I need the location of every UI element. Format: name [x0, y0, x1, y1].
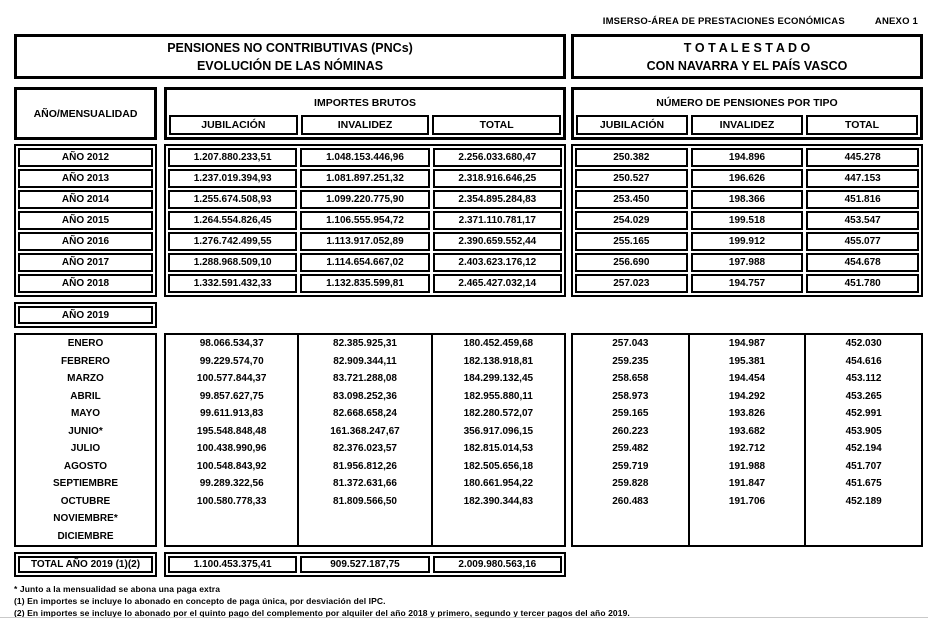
annex-label: ANEXO 1 [874, 16, 918, 27]
year-row-label: AÑO 2013 [18, 169, 153, 188]
month-label: DICIEMBRE [57, 530, 114, 542]
importes-cell: 1.288.968.509,10 [168, 253, 297, 272]
importes-value [166, 528, 297, 546]
pensiones-cell: 250.527 [575, 169, 688, 188]
importes-value [299, 528, 430, 546]
pensiones-cell: 453.547 [806, 211, 919, 230]
pensiones-value [573, 528, 688, 546]
importes-cell: 2.371.110.781,17 [433, 211, 562, 230]
year-row-label: AÑO 2017 [18, 253, 153, 272]
pensiones-cell: 447.153 [806, 169, 919, 188]
month-importes-columns [166, 335, 564, 545]
year-importes-row [168, 190, 562, 209]
left-title-line2: EVOLUCIÓN DE LAS NÓMINAS [196, 58, 384, 73]
importes-cell: 2.318.916.646,25 [433, 169, 562, 188]
importes-value: 83.721.288,08 [333, 373, 397, 385]
importes-header-group [164, 87, 566, 140]
year-importes-row [168, 253, 562, 272]
pensiones-value: 453.112 [845, 373, 882, 385]
month-labels-box [14, 333, 157, 547]
year-pensiones-row [575, 169, 919, 188]
year-labels-stack [14, 144, 157, 297]
pensiones-cell: 199.518 [691, 211, 804, 230]
month-label: OCTUBRE [60, 495, 111, 507]
month-label: AGOSTO [63, 460, 108, 472]
pensiones-value: 451.675 [845, 478, 882, 490]
pensiones-value [806, 510, 921, 528]
pensiones-value: 452.991 [845, 408, 882, 420]
importes-cell: 1.255.674.508,93 [168, 190, 297, 209]
year-importes-row [168, 169, 562, 188]
total-row-label: TOTAL AÑO 2019 (1)(2) [18, 556, 153, 573]
importes-value: 182.955.880,11 [463, 390, 533, 402]
total-band [14, 552, 928, 577]
month-label: ABRIL [70, 390, 101, 402]
importes-cell: 1.237.019.394,93 [168, 169, 297, 188]
importes-value: 100.577.844,37 [196, 373, 267, 385]
pensiones-value: 453.905 [845, 425, 882, 437]
pensiones-value: 259.482 [612, 443, 649, 455]
pensiones-value: 194.987 [728, 338, 766, 350]
column-header-jubilacion: JUBILACIÓN [169, 115, 298, 135]
year-pensiones-row [575, 253, 919, 272]
year-pensiones-row [575, 190, 919, 209]
column-header-total: TOTAL [432, 115, 561, 135]
total-data-frame [164, 552, 566, 577]
year-pensiones-row [575, 211, 919, 230]
importes-column [166, 335, 297, 545]
right-title-line2: CON NAVARRA Y EL PAÍS VASCO [646, 58, 848, 73]
importes-value: 83.098.252,36 [333, 390, 397, 402]
pensiones-cell: 454.678 [806, 253, 919, 272]
year-importes-stack [164, 144, 566, 297]
pensiones-value: 191.706 [728, 495, 766, 507]
footnotes [14, 583, 928, 619]
month-rows-band [14, 333, 928, 547]
total-data-row [168, 556, 562, 573]
year-importes-row [168, 211, 562, 230]
importes-value: 99.611.913,83 [199, 408, 264, 420]
month-label: MARZO [67, 373, 104, 385]
importes-value: 180.661.954,22 [463, 478, 534, 490]
importes-value: 82.385.925,31 [333, 338, 397, 350]
importes-value [166, 510, 297, 528]
importes-value: 99.229.574,70 [199, 355, 264, 367]
pensiones-column [573, 335, 688, 545]
agency-label: IMSERSO-ÁREA DE PRESTACIONES ECONÓMICAS [602, 16, 845, 27]
month-label: NOVIEMBRE* [53, 513, 118, 525]
year-pensiones-row [575, 148, 919, 167]
pensiones-cell: 256.690 [575, 253, 688, 272]
importes-value: 81.372.631,66 [333, 478, 397, 490]
year-2019-band [14, 302, 928, 328]
importes-value: 81.809.566,50 [333, 495, 397, 507]
pensiones-cell: 196.626 [691, 169, 804, 188]
right-title-line1: T O T A L E S T A D O [683, 40, 811, 55]
importes-value: 100.580.778,33 [196, 495, 267, 507]
importes-cell: 1.132.835.599,81 [300, 274, 429, 293]
importes-value: 180.452.459,68 [463, 338, 534, 350]
footnote-asterisk: * Junto a la mensualidad se abona una paga extra [14, 584, 221, 594]
pensiones-column [688, 335, 805, 545]
pensiones-cell: 194.896 [691, 148, 804, 167]
importes-value: 82.668.658,24 [333, 408, 397, 420]
document-header [603, 16, 918, 27]
importes-cell: 2.403.623.176,12 [433, 253, 562, 272]
year-2019-frame [14, 302, 157, 328]
pensiones-cell: 197.988 [691, 253, 804, 272]
year-importes-row [168, 232, 562, 251]
importes-cell: 1.106.555.954,72 [300, 211, 429, 230]
importes-cell: 1.264.554.826,45 [168, 211, 297, 230]
left-title-line1: PENSIONES NO CONTRIBUTIVAS (PNCs) [167, 40, 413, 55]
importes-value: 82.376.023,57 [333, 443, 397, 455]
pensiones-value: 451.707 [845, 460, 882, 472]
pensiones-cell: 194.757 [691, 274, 804, 293]
importes-cell: 1.081.897.251,32 [300, 169, 429, 188]
pensiones-cell: 253.450 [575, 190, 688, 209]
importes-value: 356.917.096,15 [463, 425, 534, 437]
pensiones-value: 194.454 [728, 373, 766, 385]
importes-column [431, 335, 564, 545]
importes-value: 182.815.014,53 [463, 443, 534, 455]
column-header-jubilacion: JUBILACIÓN [576, 115, 688, 135]
pensiones-value: 452.194 [845, 443, 882, 455]
month-label: JULIO [70, 443, 101, 455]
importes-subheaders [167, 115, 563, 137]
pensiones-group-title: NÚMERO DE PENSIONES POR TIPO [656, 96, 838, 109]
importes-value: 195.548.848,48 [196, 425, 267, 437]
year-pensiones-row [575, 232, 919, 251]
importes-cell: 2.465.427.032,14 [433, 274, 562, 293]
pensiones-value: 192.712 [728, 443, 766, 455]
column-header-total: TOTAL [806, 115, 918, 135]
importes-value: 100.438.990,96 [196, 443, 267, 455]
pensiones-value: 258.658 [612, 373, 649, 385]
pensiones-value: 260.483 [612, 495, 649, 507]
footnote-1: (1) En importes se incluye lo abonado en concepto de paga única, por desviación del IPC. [14, 596, 386, 606]
importes-cell: 1.207.880.233,51 [168, 148, 297, 167]
pensiones-value [573, 510, 688, 528]
year-pensiones-stack [571, 144, 923, 297]
pensiones-cell: 199.912 [691, 232, 804, 251]
pensiones-value: 193.682 [728, 425, 766, 437]
total-invalidez-value: 909.527.187,75 [300, 556, 429, 573]
pensiones-value: 452.189 [845, 495, 882, 507]
pensiones-value: 195.381 [728, 355, 766, 367]
importes-cell: 1.099.220.775,90 [300, 190, 429, 209]
importes-value [433, 528, 564, 546]
pensiones-column [804, 335, 921, 545]
pensiones-value: 257.043 [612, 338, 649, 350]
pensiones-value: 259.828 [612, 478, 649, 490]
pensiones-value: 194.292 [728, 390, 766, 402]
month-pensiones-columns [573, 335, 921, 545]
column-header-band [14, 87, 928, 140]
year-row-label: AÑO 2014 [18, 190, 153, 209]
importes-value: 98.066.534,37 [199, 338, 264, 350]
importes-value: 99.289.322,56 [199, 478, 264, 490]
importes-cell: 1.114.654.667,02 [300, 253, 429, 272]
pensiones-value: 260.223 [612, 425, 649, 437]
year-row-label: AÑO 2015 [18, 211, 153, 230]
axis-header: AÑO/MENSUALIDAD [14, 87, 157, 140]
pensiones-value: 453.265 [845, 390, 882, 402]
year-row-label: AÑO 2016 [18, 232, 153, 251]
importes-value: 184.299.132,45 [463, 373, 534, 385]
pensiones-cell: 250.382 [575, 148, 688, 167]
month-pensiones-box [571, 333, 923, 547]
pensiones-subheaders [574, 115, 920, 137]
importes-value: 182.390.344,83 [463, 495, 534, 507]
month-importes-box [164, 333, 566, 547]
pensiones-value [690, 510, 805, 528]
pensiones-cell: 255.165 [575, 232, 688, 251]
year-row-label: AÑO 2012 [18, 148, 153, 167]
importes-value [299, 510, 430, 528]
importes-cell: 1.113.917.052,89 [300, 232, 429, 251]
pensiones-value: 259.235 [612, 355, 649, 367]
importes-value: 182.138.918,81 [463, 355, 534, 367]
year-pensiones-row [575, 274, 919, 293]
importes-cell: 2.354.895.284,83 [433, 190, 562, 209]
importes-value: 99.857.627,75 [199, 390, 264, 402]
pensiones-value [806, 528, 921, 546]
pensiones-cell: 257.023 [575, 274, 688, 293]
footnote-2: (2) En importes se incluye lo abonado por el quinto pago del complemento por alquiler del año 2018 y primero, segundo y tercer pagos del año 2019. [14, 608, 630, 618]
total-jubilacion-value: 1.100.453.375,41 [168, 556, 297, 573]
year-importes-row [168, 148, 562, 167]
pensiones-value: 454.616 [845, 355, 882, 367]
importes-value: 81.956.812,26 [333, 460, 397, 472]
importes-value: 82.909.344,11 [333, 355, 397, 367]
importes-cell: 1.276.742.499,55 [168, 232, 297, 251]
pensiones-cell: 451.780 [806, 274, 919, 293]
total-total-value: 2.009.980.563,16 [433, 556, 562, 573]
left-table-title [14, 34, 566, 79]
pensiones-header-group [571, 87, 923, 140]
pensiones-cell: 445.278 [806, 148, 919, 167]
pensiones-value: 259.165 [612, 408, 649, 420]
year-row-label: AÑO 2018 [18, 274, 153, 293]
pensiones-value: 191.988 [728, 460, 766, 472]
column-header-invalidez: INVALIDEZ [301, 115, 430, 135]
year-2019-label: AÑO 2019 [18, 306, 153, 324]
pensiones-value: 193.826 [728, 408, 766, 420]
month-label: FEBRERO [61, 355, 110, 367]
importes-group-title: IMPORTES BRUTOS [314, 96, 416, 109]
importes-value [433, 510, 564, 528]
month-label: JUNIO* [68, 425, 103, 437]
importes-value: 182.505.656,18 [463, 460, 534, 472]
pensiones-cell: 254.029 [575, 211, 688, 230]
importes-value: 100.548.843,92 [196, 460, 267, 472]
year-importes-row [168, 274, 562, 293]
pensiones-cell: 451.816 [806, 190, 919, 209]
pensiones-value: 258.973 [612, 390, 649, 402]
column-header-invalidez: INVALIDEZ [691, 115, 803, 135]
total-label-frame [14, 552, 157, 577]
page-bottom-edge [0, 617, 928, 618]
year-rows-band [14, 144, 928, 297]
month-label: MAYO [70, 408, 101, 420]
pensiones-value [690, 528, 805, 546]
month-label: ENERO [67, 338, 104, 350]
pensiones-cell: 455.077 [806, 232, 919, 251]
pensiones-value: 259.719 [612, 460, 649, 472]
importes-value: 161.368.247,67 [330, 425, 400, 437]
importes-column [297, 335, 430, 545]
right-table-title [571, 34, 923, 79]
pensiones-value: 191.847 [728, 478, 766, 490]
importes-cell: 2.390.659.552,44 [433, 232, 562, 251]
importes-value: 182.280.572,07 [463, 408, 534, 420]
pensiones-value: 452.030 [845, 338, 882, 350]
importes-cell: 1.332.591.432,33 [168, 274, 297, 293]
importes-cell: 2.256.033.680,47 [433, 148, 562, 167]
month-label: SEPTIEMBRE [52, 478, 118, 490]
title-band [14, 34, 928, 79]
pensiones-cell: 198.366 [691, 190, 804, 209]
importes-cell: 1.048.153.446,96 [300, 148, 429, 167]
